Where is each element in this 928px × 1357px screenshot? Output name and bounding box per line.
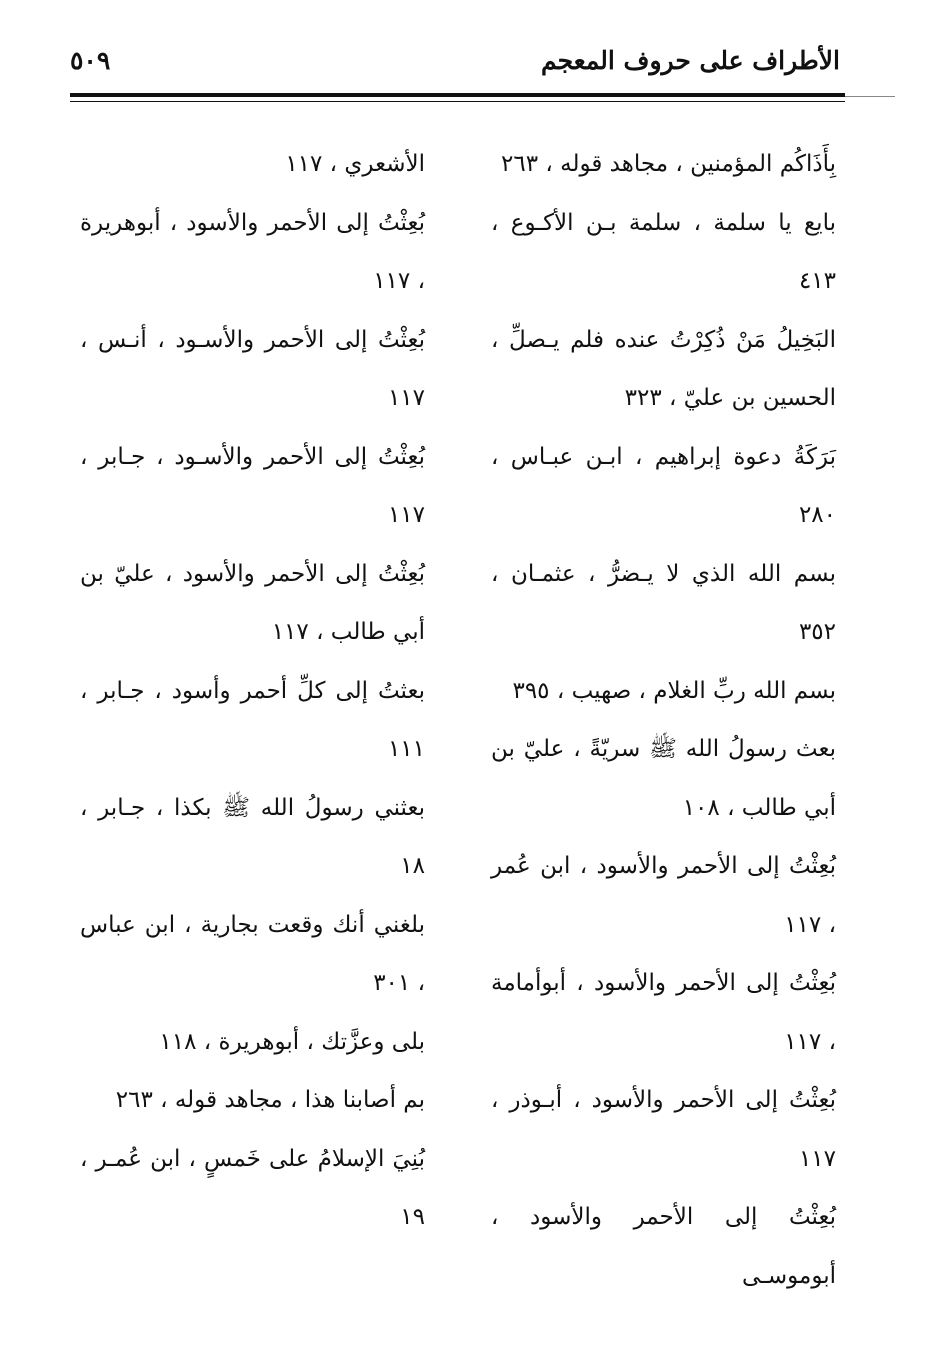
index-entry: بعثني رسولُ الله ﷺ بكذا ، جـابر ، ١٨ [80,794,425,879]
index-entry: بُعِثْتُ إلى الأحمر والأسود ، عليّ بن أبي طالب ، ١١٧ [80,560,425,645]
index-entry: بسم الله الذي لا يـضرُّ ، عثمـان ، ٣٥٢ [491,560,836,645]
index-entry: بعث رسولُ الله ﷺ سريّةً ، عليّ بن أبي طالب ، ١٠٨ [491,736,836,821]
header-rule-tail [845,96,895,97]
index-entry: بُنِيَ الإسلامُ على خَمسٍ ، ابن عُمـر ، ١٩ [80,1145,425,1230]
header-rule-thick [70,93,845,97]
index-entry: بسم الله ربِّ الغلام ، صهيب ، ٣٩٥ [512,677,836,704]
index-entry: بَرَكَةُ دعوة إبراهيم ، ابـن عبـاس ، ٢٨٠ [491,443,836,528]
index-entry: بِأَذَاكُم المؤمنين ، مجاهد قوله ، ٢٦٣ [501,151,836,177]
index-entry: بايع يا سلمة ، سلمة بـن الأكـوع ، ٤١٣ [491,209,836,294]
running-title: الأطراف على حروف المعجم [541,46,840,75]
index-entry: البَخِيلُ مَنْ ذُكِرْتُ عنده فلم يـصلِّ ، الحسين بن عليّ ، ٣٢٣ [491,326,836,411]
page-number: ٥٠٩ [70,46,111,75]
index-entry: بُعِثْتُ إلى الأحمر والأسود ، أبوأمامة ، ١١٧ [491,970,836,1055]
index-entry: الأشعري ، ١١٧ [285,151,425,177]
header-rule-thin [70,101,845,102]
index-entry: بُعِثْتُ إلى الأحمر والأسود ، أبوموسـى [491,1204,836,1289]
index-column-left [80,135,425,1247]
index-entry: بُعِثْتُ إلى الأحمر والأسـود ، جـابر ، ١١٧ [80,443,425,528]
index-entry: بُعِثْتُ إلى الأحمر والأسود ، أبـوذر ، ١١٧ [491,1087,836,1172]
index-entry: بُعِثْتُ إلى الأحمر والأسود ، ابن عُمر ، ١١٧ [491,853,836,938]
index-entry: بلغني أنك وقعت بجارية ، ابن عباس ، ٣٠١ [80,911,425,996]
index-entry: بُعِثْتُ إلى الأحمر والأسـود ، أنـس ، ١١٧ [80,326,425,411]
index-entry: بلى وعزَّتك ، أبوهريرة ، ١١٨ [159,1028,425,1055]
running-header [70,44,840,84]
index-entry: بم أصابنا هذا ، مجاهد قوله ، ٢٦٣ [115,1087,425,1113]
index-entry: بُعِثْتُ إلى الأحمر والأسود ، أبوهريرة ، ١١٧ [80,209,425,294]
index-column-right [491,135,836,1305]
index-entry: بعثتُ إلى كلِّ أحمر وأسود ، جـابر ، ١١١ [80,677,425,762]
